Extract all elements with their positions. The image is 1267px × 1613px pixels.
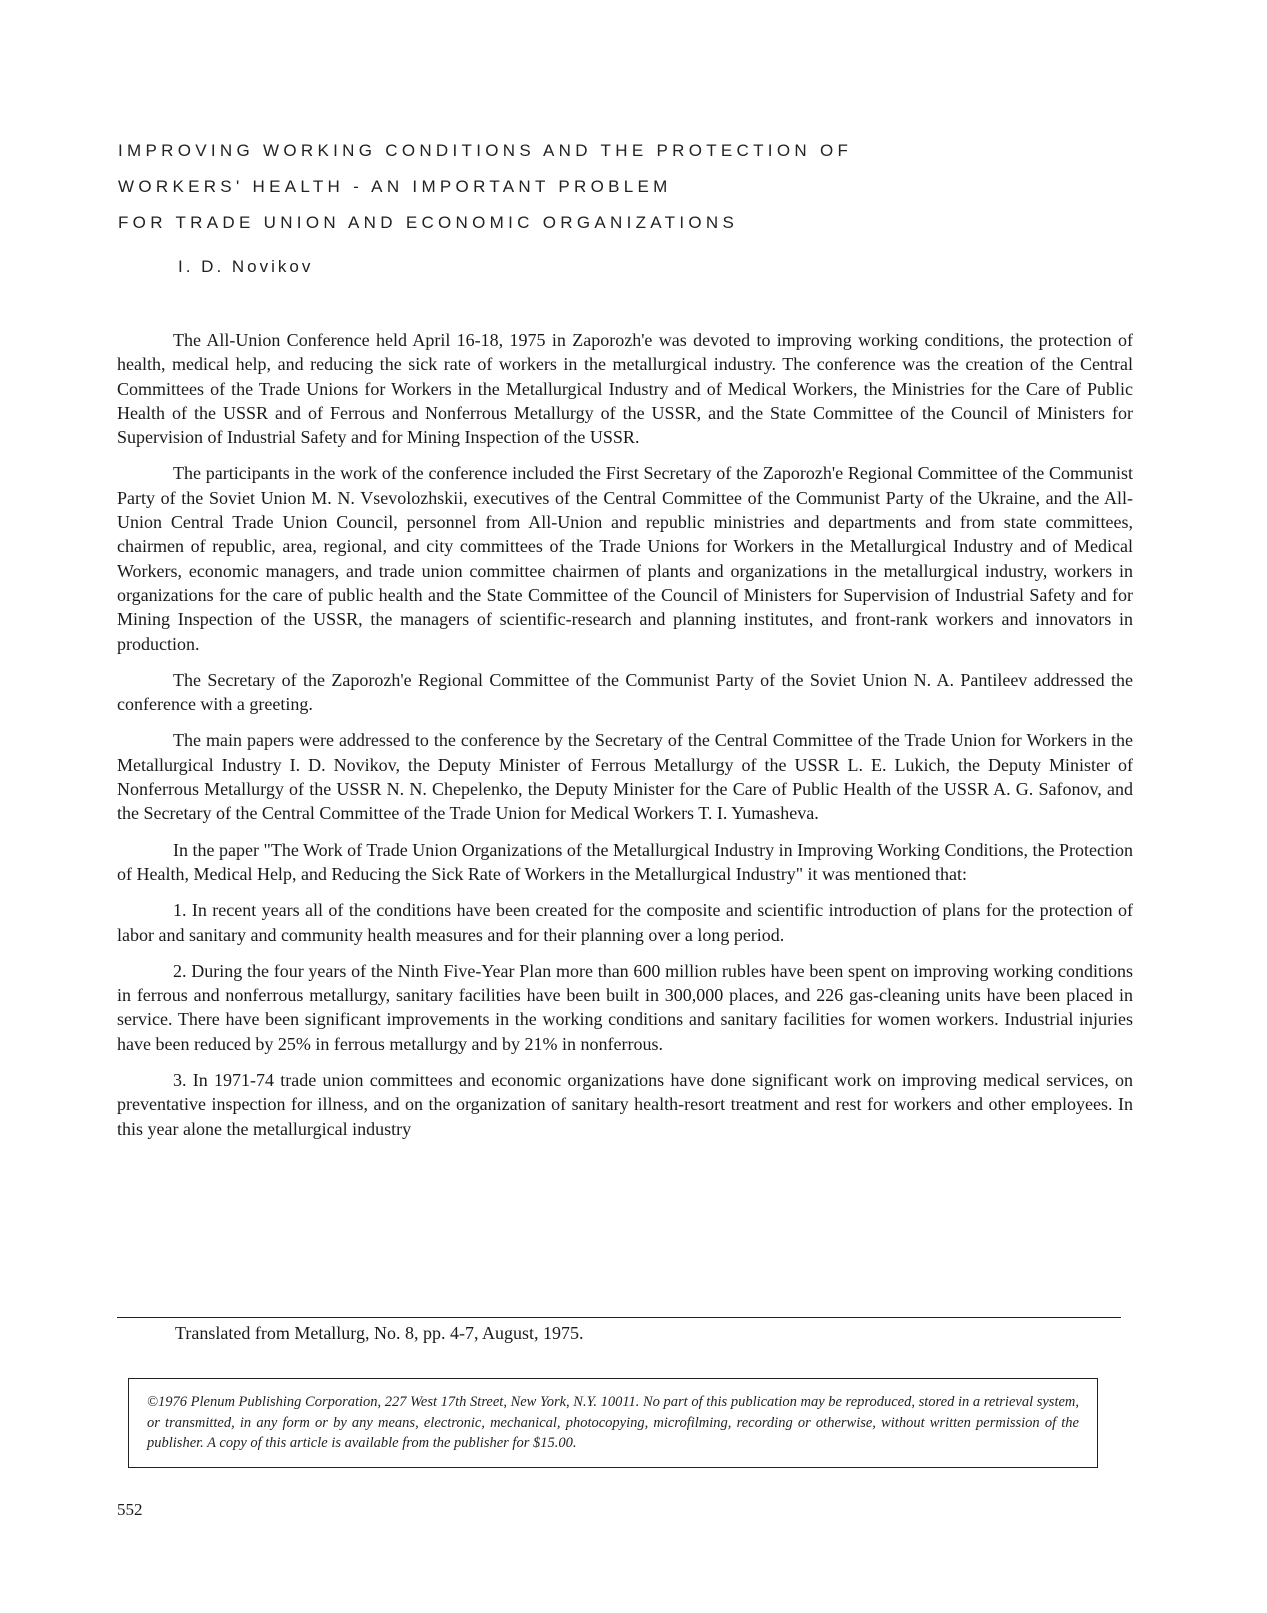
article-body [117,328,1133,1153]
copyright-text: ©1976 Plenum Publishing Corporation, 227 West 17th Street, New York, N.Y. 10011. No part of this publication may be reproduced, stored in a retrieval system, or transmitted, in any form or by any means, electronic, mechanical, photocopying, microfilming, recording or otherwise, without written permission of the publisher. A copy of this article is available from the publisher for $15.00. [147,1394,1080,1451]
list-item-point-3: 3. In 1971-74 trade union committees and economic organizations have done significant work on improving medical services, on preventative inspection for illness, and on the organization of sanitary health-resort treatment and rest for workers and other employees. In this year alone the metallurgical industry [117,1070,1133,1139]
footnote-divider [117,1317,1121,1318]
list-item-point-2: 2. During the four years of the Ninth Five-Year Plan more than 600 million rubles have been spent on improving working conditions in ferrous and nonferrous metallurgy, sanitary facilities have been built in 300,000 places, and 226 gas-cleaning units have been placed in service. There have been significant improvements in the working conditions and sanitary facilities for women workers. Industrial injuries have been reduced by 25% in ferrous metallurgy and by 21% in nonferrous. [117,960,1133,1054]
paragraph-paper-summary: In the paper "The Work of Trade Union Organizations of the Metallurgical Industry in Improving Working Conditions, the Protection of Health, Medical Help, and Reducing the Sick Rate of Workers in the Metallurgical Industry" it was mentioned that: [117,839,1133,884]
title-line-2: WORKERS' HEALTH - AN IMPORTANT PROBLEM [118,177,672,196]
title-line-3: FOR TRADE UNION AND ECONOMIC ORGANIZATIONS [118,213,739,232]
page-number: 552 [117,1500,143,1519]
paragraph-greeting: The Secretary of the Zaporozh'e Regional Committee of the Communist Party of the Soviet Union N. A. Pantileev addressed the conference with a greeting. [117,669,1133,715]
paragraph-main-papers: The main papers were addressed to the conference by the Secretary of the Central Committee of the Trade Union for Workers in the Metallurgical Industry I. D. Novikov, the Deputy Minister of Ferrous Metallurgy of the USSR L. E. Lukich, the Deputy Minister of Nonferrous Metallurgy of the USSR N. N. Chepelenko, the Deputy Minister for the Care of Public Health of the USSR A. G. Safonov, and the Secretary of the Central Committee of the Trade Union for Medical Workers T. I. Yumasheva. [117,730,1133,824]
article-title [118,133,1118,241]
list-item-point-1: 1. In recent years all of the conditions have been created for the composite and scientific introduction of plans for the protection of labor and sanitary and community health measures and for their planning over a long period. [117,900,1133,945]
translation-source-note: Translated from Metallurg, No. 8, pp. 4-7, August, 1975. [175,1323,584,1343]
paragraph-participants: The participants in the work of the conference included the First Secretary of the Zaporozh'e Regional Committee of the Communist Party of the Soviet Union M. N. Vsevolozhskii, executives of the Central Committee of the Communist Party of the Ukraine, and the All-Union Central Trade Union Council, personnel from All-Union and republic ministries and departments and from state committees, chairmen of republic, area, regional, and city committees of the Trade Unions for Workers in the Metallurgical Industry and of Medical Workers, economic managers, and trade union committee chairmen of plants and organizations in the metallurgical industry, workers in organizations for the care of public health and the State Committee of the Council of Ministers for Supervision of Industrial Safety and for Mining Inspection of the USSR, the managers of scientific-research and planning institutes, and front-rank workers and innovators in production. [117,463,1133,654]
paragraph-conference-intro: The All-Union Conference held April 16-18, 1975 in Zaporozh'e was devoted to improving working conditions, the protection of health, medical help, and reducing the sick rate of workers in the metallurgical industry. The conference was the creation of the Central Committees of the Trade Unions for Workers in the Metallurgical Industry and of Medical Workers, the Ministries for the Care of Public Health of the USSR and of Ferrous and Nonferrous Metallurgy of the USSR, and the State Committee of the Council of Ministers for Supervision of Industrial Safety and for Mining Inspection of the USSR. [117,330,1133,448]
title-line-1: IMPROVING WORKING CONDITIONS AND THE PROTECTION OF [118,141,853,160]
copyright-notice-box [128,1378,1098,1468]
author-name: I. D. Novikov [178,257,314,276]
